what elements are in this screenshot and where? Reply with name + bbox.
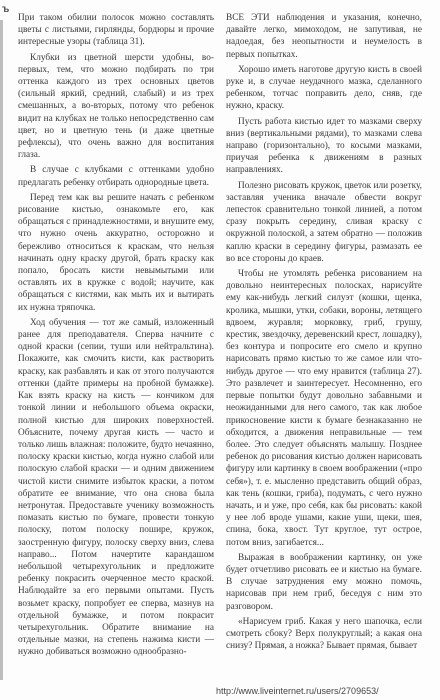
paragraph: ВСЕ ЭТИ наблюдения и указания, конечно, давайте легко, мимоходом, не запутивая, не надоедая, без неопытности и неумелость в первых попытках. (226, 13, 422, 60)
paragraph: Перед тем как вы решите начать с ребенком рисование кистью, ознакомьте его, как обращаться с принадлежностями, и внушите ему, что нужно очень аккуратно, осторожно и бережливо относиться к краскам, что нельзя начинать одну краску другой, брать краску как попало, бросать кисти невымытыми или оставлять их в кружке с водой; научите, как обращаться с кистями, как мыть их и вытирать их нужна тряпочка. (18, 192, 215, 313)
paragraph: При таком обилии полосок можно составлять цветы с листьями, гирлянды, бордюры и прочие интересные узоры (таблица 31). (18, 13, 214, 48)
paragraph: «Нарисуем гриб. Какая у него шапочка, если смотреть сбоку? Верх полукруглый; а какая она снизу? Прямая, а ножка? Бывает прямая, бывает (226, 616, 422, 652)
paragraph: Ход обучения — тот же самый, изложенный ранее для преподавателя. Сперва начните с одной краски (сепии, туши или нейтральтина). Покажите, как смочить кисти, как растворить краску, как разбавлять и как от этого получаются оттенки (дайте примеры на пробной бумажке). Как взять краску на кисть — кончиком для тонкой линии и небольшого объема окраски, полной кистью для широких поверхностей. Объясните, почему другая кисть — часто и только лишь влажная: положите, будто нечаянно, полоску краски кистью, когда нужно слабой или полоскую слабой краски — и одним движением чистой кисти снимите избыток краски, а потом обратите ее внимание, что она снова была нетронутая. Предоставьте ученику возможность помазать кистью по бумаге, провести тонкую полоску, потом полоску пошире, кружок, заостренную фигуру, полоску сверху вниз, слева направо... Потом начертите карандашом небольшой четырехугольник и предложите ребенку покрасить очерченное место краской. Наблюдайте за его первыми опытами. Пусть возьмет краску, попробует ее сперва, мазнув на отдельной бумажке, и потом покрасит четырехугольник. Обратите внимание на отдельные мазки, на степень нажима кисти — нужно добиваться возможно однообразно- (18, 317, 214, 658)
paragraph: Чтобы не утомлять ребенка рисованием на довольно неинтересных полосках, нарисуйте ему как-нибудь легкий силуэт (кошки, щенка, кролика, мышки, утки, собаки, вороны, летящего вдвоем, журавля; морковку, гриб, грушу, крестик, звездочку, деревенский крест, лошадку), без контура и попросите его смело и крупно нарисовать прямо кистью то же самое или что-нибудь другое — что ему нравится (таблица 27). Это развлечет и заинтересует. Несомненно, его первые попытки будут довольно забавными и неожиданными для него самого, так как любое прикосновение кисти к бумаге безнаказанно не обходится, а движения неправильные — тем более. Это следует объяснять малышу. Позднее ребенок до рисования кистью должен нарисовать фигуру или картинку в своем воображении («про себя»), т. е. мысленно представить общий образ, как тень (кошки, гриба), подумать, с чего нужно начать, и и уже, про себя, как бы рисовать: какой у нее лоб вроде ушами, какие уши, щеки, шея, спина, бока, хвост. Тут круглое, тут острое, потом вниз, загибается... (226, 269, 422, 548)
paragraph: Полезно рисовать кружок, цветок или розетку, заставляя ученика вначале обвести вокруг лепесток сравнительно тонкой линией, а потом сразу покрыть середину, сливая краску с окружной полоской, а затем обратно — положив каплю краски в середину фигуры, размазать ее во все стороны до краев. (226, 180, 422, 264)
paragraph: Выражая в воображении картинку, он уже будет отчетливо рисовать ее и кистью на бумаге. В случае затруднения ему можно помочь, нарисовав при нем гриб, беседуя с ним это разговором. (226, 552, 422, 612)
page-edge-bar (0, 20, 3, 680)
source-watermark: http://www.liveinternet.ru/users/2709653/ (216, 686, 379, 696)
right-column (226, 12, 422, 655)
paragraph: Хорошо иметь наготове другую кисть в своей руке и, в случае неудачного мазка, сделанного ребенком, тотчас поправить дело, сняв, где нужно, краску. (226, 64, 422, 112)
left-column (18, 12, 214, 662)
paragraph: В случае с клубками с оттенками удобно предлагать ребенку отбирать однородные цвета. (18, 165, 214, 188)
paragraph: Клубки из цветной шерсти удобны, во-первых, тем, что можно подбирать по три оттенка каждого из трех основных цветов (сильный яркий, средний, слабый) и из трех смешанных, а во-вторых, потому что ребенок видит на клубках не только непосредственно сам цвет, но и цветную тень (и даже цветные рефлексы), что очень важно для воспитания глаза. (18, 52, 214, 161)
page-edge-marker: ъ (2, 4, 10, 15)
paragraph: Пусть работа кистью идет то мазками сверху вниз (вертикальными рядами), то мазками слева направо (горизонтально), то косыми мазками, приучая ребенка к движениям в разных направлениях. (226, 116, 422, 176)
